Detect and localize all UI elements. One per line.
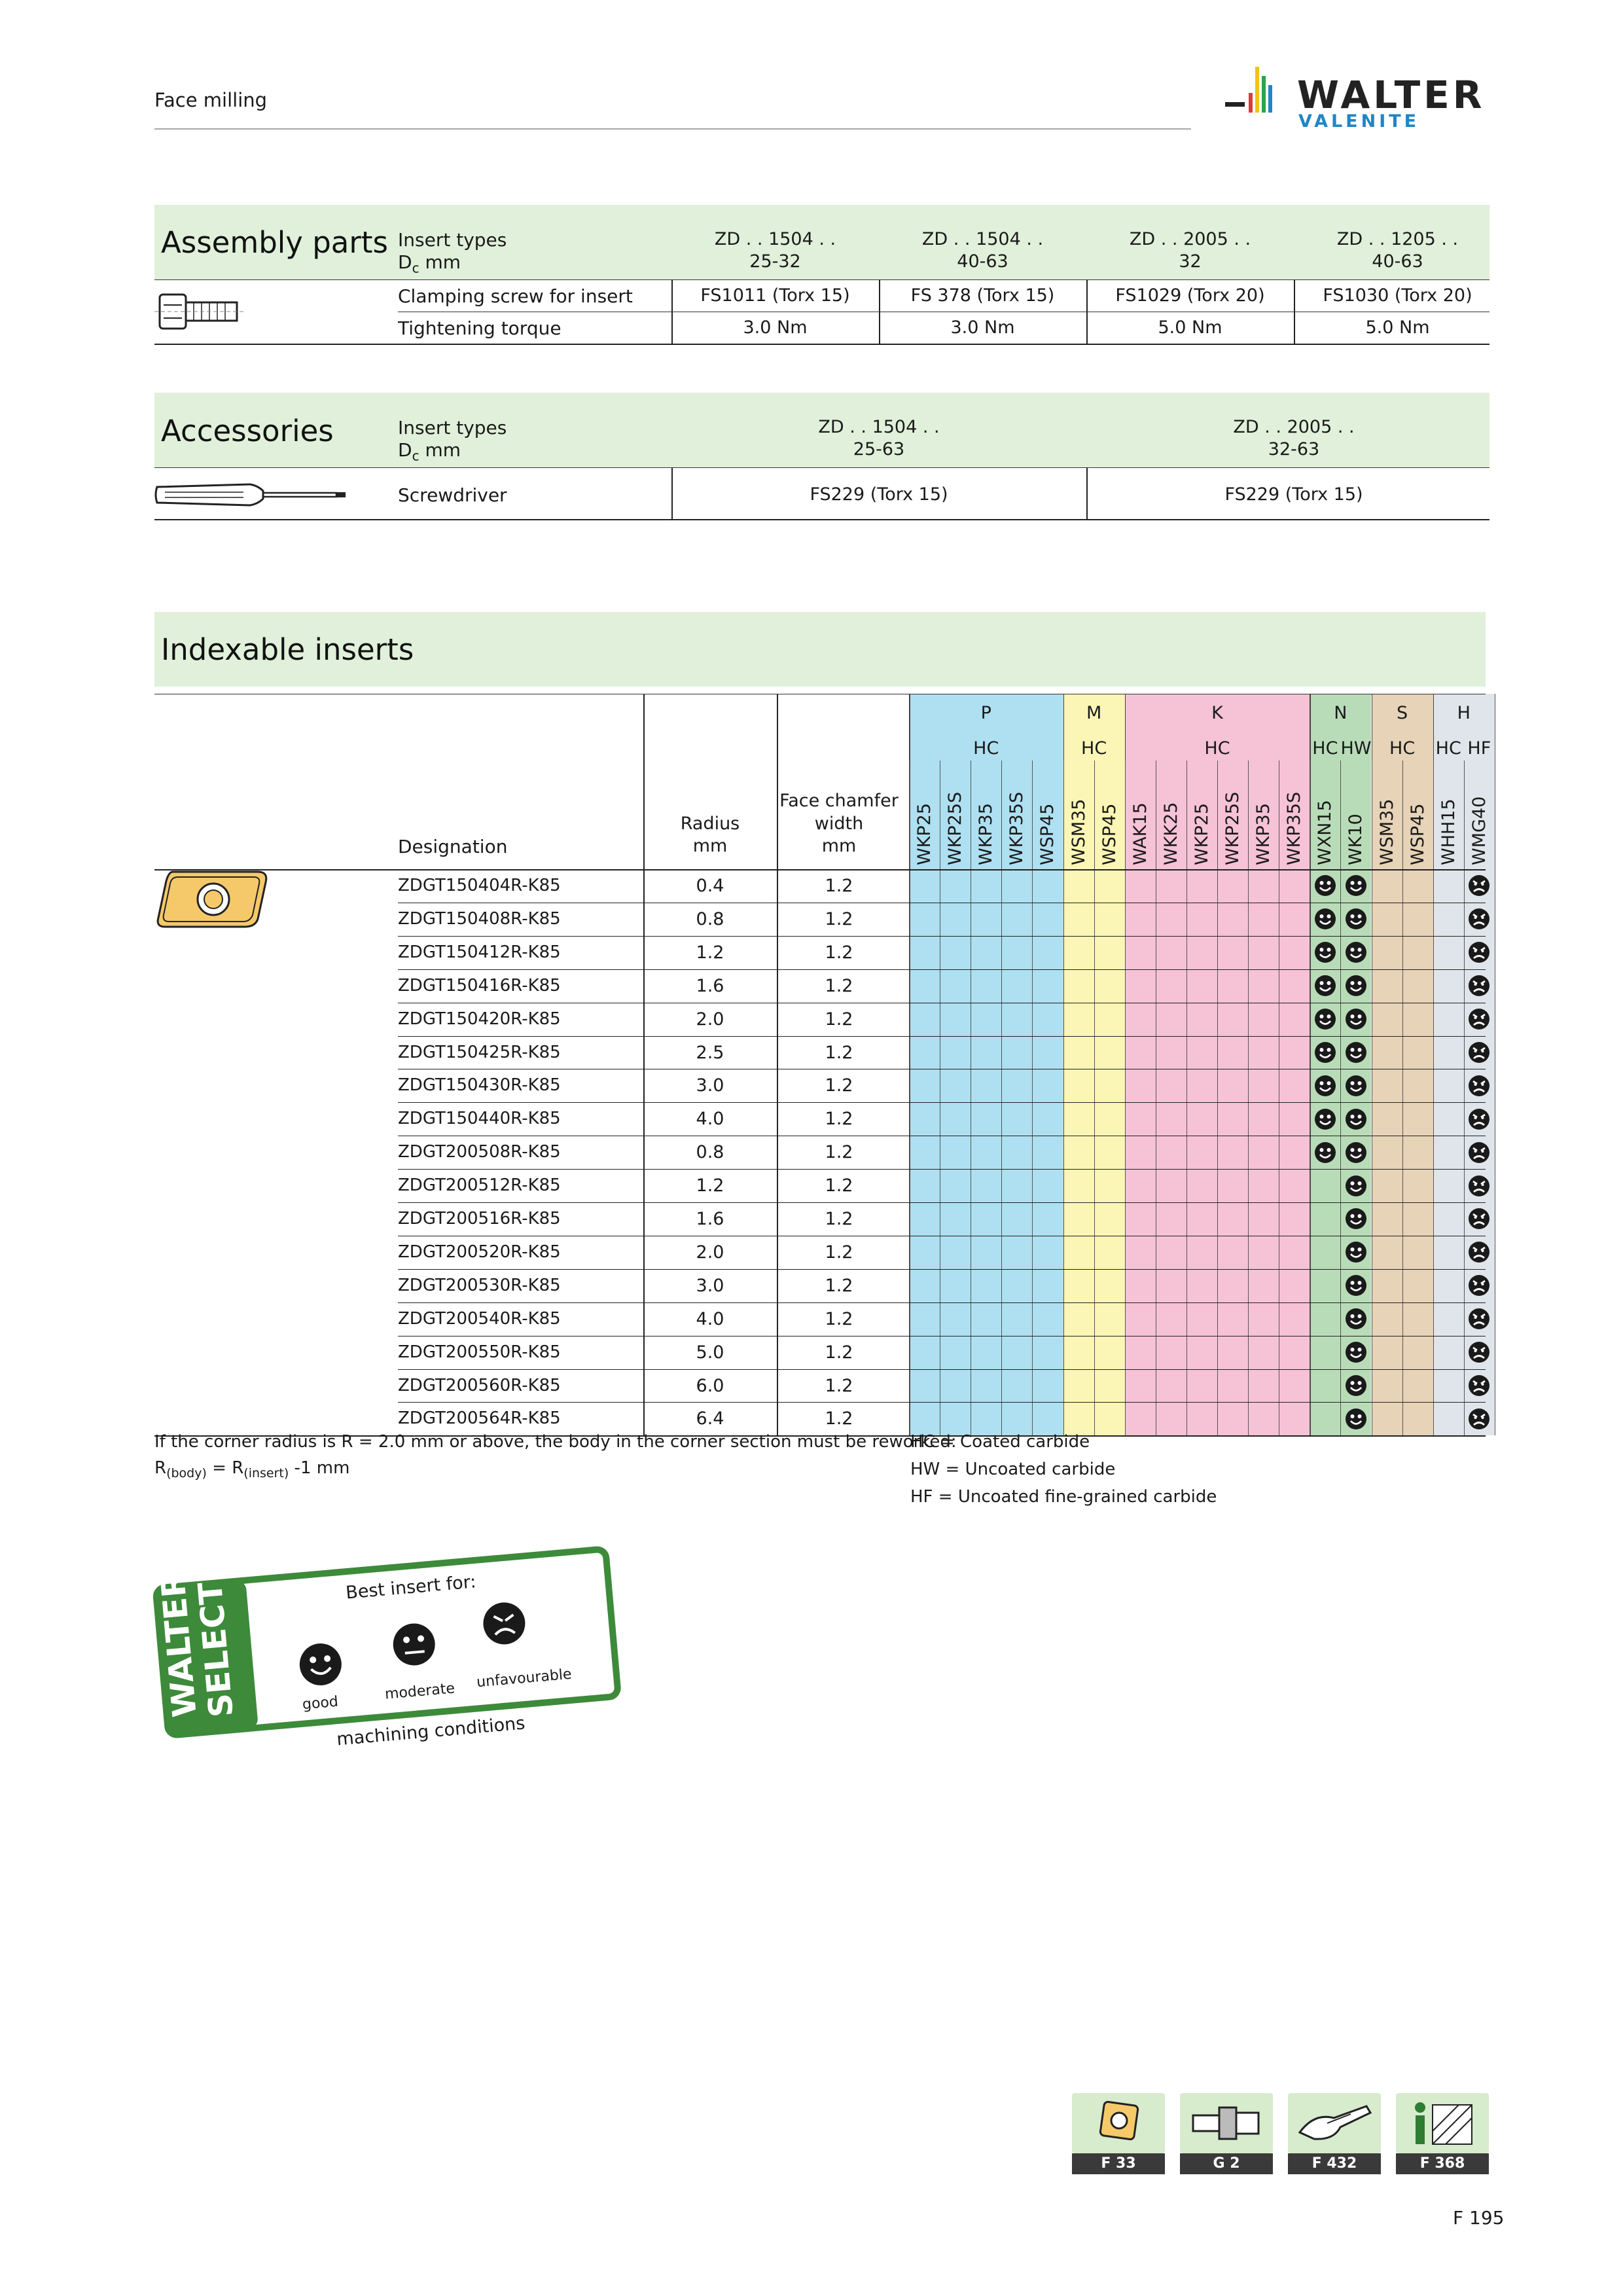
unfavourable-face-icon xyxy=(1468,1175,1490,1197)
col-designation: Designation xyxy=(398,836,508,857)
table-row-designation: ZDGT150425R-K85 xyxy=(398,1042,561,1062)
badge-brand-2: SELECT xyxy=(190,1580,241,1719)
good-face-icon xyxy=(1345,1274,1367,1297)
good-face-icon xyxy=(1314,1108,1336,1130)
table-row-radius: 1.6 xyxy=(696,975,724,996)
acc-screwdriver-0: FS229 (Torx 15) xyxy=(810,484,948,505)
badge-moderate: moderate xyxy=(384,1680,455,1703)
table-row-radius: 1.2 xyxy=(696,942,724,963)
grade-1: WKP25S xyxy=(945,791,966,865)
table-row-radius: 3.0 xyxy=(696,1275,724,1296)
good-face-icon xyxy=(1345,1008,1367,1030)
table-row-designation: ZDGT200520R-K85 xyxy=(398,1242,561,1262)
table-row-chamfer: 1.2 xyxy=(825,1375,853,1396)
grade-2: WKP35 xyxy=(976,802,997,865)
table-row-radius: 4.0 xyxy=(696,1109,724,1130)
reference-toolholder-box[interactable] xyxy=(1180,2093,1273,2153)
assembly-range-2: 32 xyxy=(1179,251,1202,272)
table-row-rule xyxy=(398,969,1486,970)
table-row-designation: ZDGT200540R-K85 xyxy=(398,1308,561,1329)
grade-3: WKP35S xyxy=(1007,791,1027,865)
table-row-designation: ZDGT150416R-K85 xyxy=(398,975,561,996)
assembly-range-0: 25-32 xyxy=(749,251,801,272)
table-row-radius: 6.0 xyxy=(696,1375,724,1396)
unfavourable-face-icon xyxy=(1468,1374,1490,1397)
assembly-type-2: ZD . . 2005 . . xyxy=(1129,229,1251,249)
group-sub2-5: HF xyxy=(1467,738,1491,759)
grade-11: WKP35 xyxy=(1253,802,1274,865)
assembly-type-1: ZD . . 1504 . . xyxy=(921,229,1044,249)
grade-rule-17 xyxy=(1433,761,1434,1435)
table-row-designation: ZDGT150412R-K85 xyxy=(398,942,561,962)
table-row-chamfer: 1.2 xyxy=(825,876,853,896)
table-row-chamfer: 1.2 xyxy=(825,908,853,929)
grade-rule-9 xyxy=(1186,761,1187,1435)
table-row-chamfer: 1.2 xyxy=(825,1142,853,1163)
good-face-icon xyxy=(1345,1108,1367,1130)
good-face-icon xyxy=(1345,1208,1367,1230)
insert-icon xyxy=(1072,2093,1165,2153)
group-letter-0: P xyxy=(980,703,991,723)
page-number: F 195 xyxy=(1453,2207,1505,2229)
assembly-range-3: 40-63 xyxy=(1372,251,1423,272)
table-row-radius: 4.0 xyxy=(696,1308,724,1329)
legend-hw: HW = Uncoated carbide xyxy=(910,1460,1116,1479)
table-row-radius: 2.0 xyxy=(696,1009,724,1030)
table-row-rule xyxy=(398,1036,1486,1037)
acc-type-0: ZD . . 1504 . . xyxy=(818,417,940,437)
table-row-chamfer: 1.2 xyxy=(825,942,853,963)
table-row-designation: ZDGT200564R-K85 xyxy=(398,1408,561,1429)
grade-rule-5 xyxy=(1063,761,1064,1435)
grade-17: WHH15 xyxy=(1438,798,1459,865)
good-face-icon xyxy=(1345,1308,1367,1330)
inserts-title: Indexable inserts xyxy=(161,632,414,667)
legend-hc: HC = Coated carbide xyxy=(910,1432,1090,1452)
table-row-radius: 0.8 xyxy=(696,908,724,929)
grade-14: WK10 xyxy=(1346,814,1366,865)
good-face-icon xyxy=(1314,1075,1336,1097)
screwdriver-illustration-icon xyxy=(152,476,351,513)
walter-select-badge xyxy=(152,1522,623,1758)
table-row-chamfer: 1.2 xyxy=(825,1242,853,1263)
table-row-chamfer: 1.2 xyxy=(825,1342,853,1363)
assembly-screw-3: FS1030 (Torx 20) xyxy=(1323,285,1472,306)
assembly-rule-3 xyxy=(154,344,1489,345)
reference-label[interactable]: F 33 xyxy=(1072,2153,1165,2174)
grade-rule-4 xyxy=(1032,761,1033,1435)
table-row-radius: 3.0 xyxy=(696,1075,724,1096)
group-letter-4: S xyxy=(1397,703,1408,723)
unfavourable-face-icon xyxy=(1468,1075,1490,1097)
table-row-chamfer: 1.2 xyxy=(825,1009,853,1030)
table-row-designation: ZDGT200516R-K85 xyxy=(398,1209,561,1229)
grade-7: WAK15 xyxy=(1130,802,1150,865)
unfavourable-face-icon xyxy=(1468,1408,1490,1430)
screw-label: Clamping screw for insert xyxy=(398,285,633,307)
logo-bars-icon xyxy=(1225,62,1288,124)
table-row-designation: ZDGT200550R-K85 xyxy=(398,1342,561,1362)
good-face-icon xyxy=(1345,908,1367,930)
table-row-designation: ZDGT150404R-K85 xyxy=(398,876,561,895)
grade-0: WKP25 xyxy=(914,802,935,865)
table-row-rule xyxy=(398,1169,1486,1170)
unfavourable-face-icon xyxy=(1468,1241,1490,1263)
unfavourable-face-icon xyxy=(1468,1274,1490,1297)
good-face-icon xyxy=(1345,1241,1367,1263)
unfavourable-face-icon xyxy=(1468,1141,1490,1164)
accessories-rule-1 xyxy=(154,467,1489,468)
table-row-rule xyxy=(398,936,1486,937)
insert-illustration-icon xyxy=(153,868,271,931)
grade-rule-6 xyxy=(1094,761,1095,1435)
acc-vrule-0 xyxy=(671,467,673,519)
good-face-icon xyxy=(1314,1041,1336,1064)
grade-8: WKK25 xyxy=(1160,802,1181,865)
assembly-torque-2: 5.0 Nm xyxy=(1158,317,1222,338)
grade-rule-18 xyxy=(1464,761,1465,1435)
table-row-designation: ZDGT200512R-K85 xyxy=(398,1175,561,1196)
grade-rule-14 xyxy=(1340,761,1341,1435)
legend-hf: HF = Uncoated fine-grained carbide xyxy=(910,1487,1217,1507)
badge-heading: Best insert for: xyxy=(345,1571,477,1604)
grade-4: WSP45 xyxy=(1037,803,1058,865)
grade-rule-10 xyxy=(1217,761,1218,1435)
table-row-designation: ZDGT150430R-K85 xyxy=(398,1075,561,1096)
col-radius: Radius xyxy=(680,814,740,834)
grade-5: WSM35 xyxy=(1068,798,1089,865)
section-title: Face milling xyxy=(154,89,268,111)
badge-unfavourable: unfavourable xyxy=(476,1666,573,1691)
unfavourable-face-icon xyxy=(1468,908,1490,930)
good-face-icon xyxy=(1345,1075,1367,1097)
unfavourable-face-icon xyxy=(1468,975,1490,997)
screw-illustration-icon xyxy=(154,285,246,338)
reference-insert-box[interactable] xyxy=(1072,2093,1165,2153)
unfavourable-face-icon xyxy=(1468,1108,1490,1130)
good-face-icon xyxy=(1345,874,1367,897)
reference-label[interactable]: F 432 xyxy=(1288,2153,1381,2174)
reference-hand-wrench-box[interactable] xyxy=(1288,2093,1381,2153)
rework-formula: $R_{(body)} = R_{(insert)}$ -1 mm xyxy=(154,1458,350,1481)
good-face-icon xyxy=(1314,975,1336,997)
table-row-radius: 2.5 xyxy=(696,1042,724,1063)
table-row-rule xyxy=(398,1302,1486,1303)
table-row-designation: ZDGT150440R-K85 xyxy=(398,1109,561,1129)
good-face-icon xyxy=(1345,1341,1367,1363)
group-letter-1: M xyxy=(1086,703,1102,723)
table-row-chamfer: 1.2 xyxy=(825,1308,853,1329)
acc-range-1: 32-63 xyxy=(1268,439,1320,459)
group-sub-3: HC xyxy=(1312,738,1338,759)
table-row-designation: ZDGT150420R-K85 xyxy=(398,1009,561,1029)
assembly-types-label: Insert types xyxy=(398,229,507,251)
unfavourable-face-icon xyxy=(1468,1341,1490,1363)
screwdriver-label: Screwdriver xyxy=(398,484,507,506)
table-row-chamfer: 1.2 xyxy=(825,1408,853,1429)
toolholder-icon xyxy=(1180,2093,1273,2153)
accessories-rule-2 xyxy=(154,519,1489,520)
table-row-designation: ZDGT200530R-K85 xyxy=(398,1275,561,1295)
acc-range-0: 25-63 xyxy=(853,439,905,459)
logo-walter: WALTER xyxy=(1297,73,1486,117)
table-row-rule xyxy=(398,1369,1486,1370)
assembly-torque-1: 3.0 Nm xyxy=(950,317,1015,338)
group-sub2-3: HW xyxy=(1340,738,1372,759)
good-face-icon xyxy=(1345,1374,1367,1397)
good-face-icon xyxy=(1345,975,1367,997)
good-face-icon xyxy=(1314,874,1336,897)
good-face-icon xyxy=(1345,1408,1367,1430)
header-rule xyxy=(154,128,1191,130)
table-row-rule xyxy=(398,1402,1486,1403)
reference-label[interactable]: G 2 xyxy=(1180,2153,1273,2174)
good-face-icon xyxy=(1314,1141,1336,1164)
unfavourable-face-icon xyxy=(1468,874,1490,897)
assembly-type-0: ZD . . 1504 . . xyxy=(714,229,836,249)
hand-wrench-icon xyxy=(1288,2093,1381,2153)
assembly-screw-1: FS 378 (Torx 15) xyxy=(910,285,1055,306)
grade-rule-3 xyxy=(1001,761,1002,1435)
table-row-radius: 2.0 xyxy=(696,1242,724,1263)
badge-brand-1: WALTER xyxy=(153,1570,204,1719)
assembly-rule-1 xyxy=(154,279,1489,280)
rework-note: If the corner radius is R = 2.0 mm or above, the body in the corner section must be reworked: xyxy=(154,1432,957,1452)
table-row-radius: 1.6 xyxy=(696,1209,724,1229)
group-sub-4: HC xyxy=(1389,738,1416,759)
good-face-icon xyxy=(1345,1141,1367,1164)
col-chamfer-2: width xyxy=(814,814,864,834)
table-row-rule xyxy=(398,1202,1486,1203)
acc-type-1: ZD . . 2005 . . xyxy=(1233,417,1355,437)
good-face-icon xyxy=(1345,1175,1367,1197)
grade-rule-0 xyxy=(909,761,910,1435)
table-row-chamfer: 1.2 xyxy=(825,1109,853,1130)
table-row-chamfer: 1.2 xyxy=(825,975,853,996)
grade-9: WKP25 xyxy=(1191,802,1212,865)
table-row-chamfer: 1.2 xyxy=(825,1075,853,1096)
good-face-icon xyxy=(1314,908,1336,930)
acc-vrule-1 xyxy=(1086,467,1088,519)
table-row-designation: ZDGT200560R-K85 xyxy=(398,1375,561,1395)
good-face-icon xyxy=(1345,941,1367,963)
badge-good: good xyxy=(302,1693,339,1713)
group-sub-5: HC xyxy=(1435,738,1461,759)
table-row-chamfer: 1.2 xyxy=(825,1175,853,1196)
acc-screwdriver-1: FS229 (Torx 15) xyxy=(1224,484,1363,505)
table-row-chamfer: 1.2 xyxy=(825,1042,853,1063)
accessories-types-label: Insert types xyxy=(398,417,507,439)
assembly-range-1: 40-63 xyxy=(957,251,1008,272)
good-face-icon xyxy=(1345,1041,1367,1064)
assembly-screw-2: FS1029 (Torx 20) xyxy=(1115,285,1265,306)
logo-valenite: VALENITE xyxy=(1298,111,1420,132)
unfavourable-face-icon xyxy=(1468,1308,1490,1330)
grade-6: WSP45 xyxy=(1099,803,1120,865)
table-row-chamfer: 1.2 xyxy=(825,1275,853,1296)
grade-16: WSP45 xyxy=(1407,803,1428,865)
grade-rule-11 xyxy=(1248,761,1249,1435)
badge-footer: machining conditions xyxy=(336,1713,526,1750)
table-row-designation: ZDGT200508R-K85 xyxy=(398,1142,561,1162)
grade-10: WKP25S xyxy=(1222,791,1243,865)
group-sub-1: HC xyxy=(1081,738,1107,759)
grade-12: WKP35S xyxy=(1284,791,1305,865)
assembly-dc-label: $D_c$ mm xyxy=(398,251,461,276)
group-letter-5: H xyxy=(1457,703,1471,723)
group-letter-3: N xyxy=(1334,703,1347,723)
reference-info-chart-box[interactable] xyxy=(1396,2093,1489,2153)
table-row-radius: 1.2 xyxy=(696,1175,724,1196)
assembly-screw-0: FS1011 (Torx 15) xyxy=(700,285,850,306)
table-row-designation: ZDGT150408R-K85 xyxy=(398,908,561,929)
table-row-radius: 6.4 xyxy=(696,1408,724,1429)
group-sub-0: HC xyxy=(973,738,999,759)
grade-15: WSM35 xyxy=(1376,798,1397,865)
table-row-radius: 0.8 xyxy=(696,1142,724,1163)
grade-18: WMG40 xyxy=(1469,796,1489,865)
grade-head-bottom xyxy=(154,869,1486,870)
table-row-chamfer: 1.2 xyxy=(825,1209,853,1229)
unfavourable-face-icon xyxy=(1468,941,1490,963)
table-row-rule xyxy=(398,1102,1486,1103)
table-row-radius: 5.0 xyxy=(696,1342,724,1363)
accessories-dc-label: $D_c$ mm xyxy=(398,439,461,464)
col-chamfer-unit: mm xyxy=(821,836,857,856)
grade-rule-16 xyxy=(1402,761,1403,1435)
unfavourable-face-icon xyxy=(1468,1008,1490,1030)
reference-label[interactable]: F 368 xyxy=(1396,2153,1489,2174)
good-face-icon xyxy=(1314,941,1336,963)
table-row-rule xyxy=(398,1269,1486,1270)
accessories-title: Accessories xyxy=(161,414,334,448)
unfavourable-face-icon xyxy=(1468,1041,1490,1064)
info-chart-icon xyxy=(1396,2093,1489,2153)
group-letter-2: K xyxy=(1211,703,1223,723)
grade-rule-7 xyxy=(1125,761,1126,1435)
assembly-torque-3: 5.0 Nm xyxy=(1365,317,1430,338)
col-radius-unit: mm xyxy=(692,836,728,856)
assembly-title: Assembly parts xyxy=(161,225,388,260)
grade-13: WXN15 xyxy=(1315,800,1336,865)
good-face-icon xyxy=(1314,1008,1336,1030)
table-row-radius: 0.4 xyxy=(696,876,724,896)
col-chamfer-1: Face chamfer xyxy=(779,791,899,811)
assembly-type-3: ZD . . 1205 . . xyxy=(1336,229,1459,249)
assembly-torque-0: 3.0 Nm xyxy=(743,317,808,338)
unfavourable-face-icon xyxy=(1468,1208,1490,1230)
torque-label: Tightening torque xyxy=(398,317,562,339)
group-sub-2: HC xyxy=(1204,738,1230,759)
